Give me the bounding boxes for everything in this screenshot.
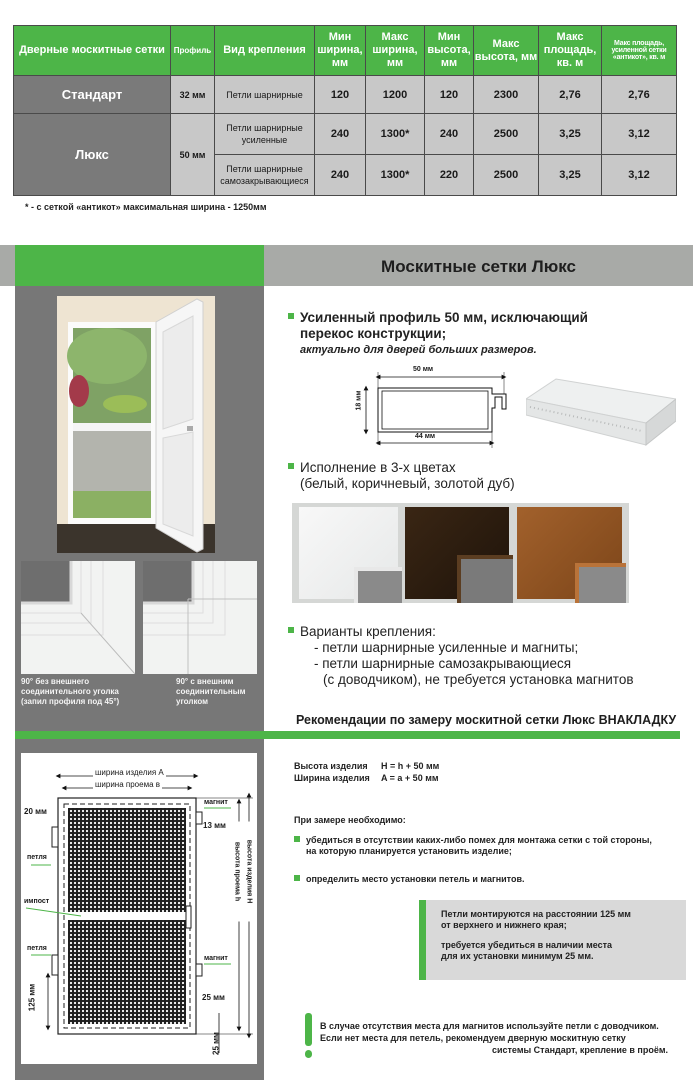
table-footnote: * - с сеткой «антикот» максимальная ширина - 1250мм	[25, 202, 267, 212]
bullet-icon	[288, 463, 294, 469]
swatch-oak-mesh	[575, 563, 626, 603]
note-line-3: требуется убедиться в наличии места	[441, 940, 613, 950]
warning-line-3: системы Стандарт, крепление в проём.	[491, 1045, 668, 1055]
feature-profile-sub: актуально для дверей больших размеров.	[300, 344, 537, 356]
feature-colors-line2: (белый, коричневый, золотой дуб)	[300, 476, 515, 491]
cell-min-height: 220	[425, 155, 474, 196]
cell-mount: Петли шарнирные самозакрывающиеся	[215, 155, 315, 196]
header-min-width: Мин ширина, мм	[315, 26, 366, 76]
label-25mm-bottom: 25 мм	[211, 1032, 221, 1055]
profile-dim-18: 18 мм	[355, 390, 363, 411]
warning-exclamation-dot	[305, 1050, 312, 1058]
feature-profile	[288, 310, 688, 358]
corner-photo-90	[143, 561, 257, 674]
swatch-white-mesh	[354, 567, 402, 603]
label-height-opening: высота проема h	[234, 822, 241, 922]
cell-max-height: 2500	[474, 155, 539, 196]
cell-max-width: 1300*	[366, 155, 425, 196]
swatch-golden-oak	[517, 507, 622, 599]
cell-max-height: 2500	[474, 114, 539, 155]
cell-max-area-antikot: 2,76	[602, 76, 677, 114]
label-hinge-top: петля	[27, 854, 47, 861]
bullet-icon	[294, 875, 300, 881]
cell-max-width: 1200	[366, 76, 425, 114]
section-header-accent	[15, 245, 264, 286]
measurement-diagram	[21, 753, 257, 1064]
cell-type: Стандарт	[14, 76, 171, 114]
cell-min-height: 240	[425, 114, 474, 155]
profile-3d-image	[526, 377, 676, 447]
formula-width-label: Ширина изделия	[294, 773, 370, 783]
label-impost: импост	[24, 898, 50, 905]
cell-max-area: 2,76	[539, 76, 602, 114]
cell-type: Люкс	[14, 114, 171, 196]
profile-cross-section-drawing	[356, 360, 521, 455]
cell-profile: 32 мм	[171, 76, 215, 114]
cell-mount: Петли шарнирные	[215, 76, 315, 114]
profile-dim-44: 44 мм	[415, 433, 436, 440]
swatch-white	[299, 507, 398, 599]
cell-max-width: 1300*	[366, 114, 425, 155]
swatch-brown-mesh	[457, 555, 513, 603]
cell-max-height: 2300	[474, 76, 539, 114]
warning-exclamation-icon	[305, 1013, 312, 1046]
label-magnet-top: магнит	[204, 799, 228, 806]
bullet-icon	[288, 313, 294, 319]
spec-table	[13, 25, 677, 196]
measure-bullet-1: убедиться в отсутствии каких-либо помех для монтажа сетки с той стороны, на которую планируется установить изделие;	[294, 835, 684, 857]
corner-caption-90: 90° с внешним соединительным уголком	[176, 677, 246, 706]
formula-width	[294, 773, 439, 784]
cell-max-area: 3,25	[539, 114, 602, 155]
header-type: Дверные москитные сетки	[14, 26, 171, 76]
swatch-brown	[405, 507, 509, 599]
formula-height-value: H = h + 50 мм	[381, 761, 440, 771]
feature-mounting-title: Варианты крепления:	[288, 624, 688, 640]
formula-width-value: A = a + 50 мм	[381, 773, 439, 783]
cell-max-area: 3,25	[539, 155, 602, 196]
table-row	[14, 114, 677, 155]
header-max-height: Макс высота, мм	[474, 26, 539, 76]
measure-title: При замере необходимо:	[294, 815, 406, 825]
cell-max-area-antikot: 3,12	[602, 155, 677, 196]
section-divider-line	[15, 731, 680, 739]
note-line-1: Петли монтируются на расстоянии 125 мм	[441, 909, 631, 919]
corner-photo-45	[21, 561, 135, 674]
reco-title: Рекомендации по замеру москитной сетки Люкс ВНАКЛАДКУ	[296, 713, 677, 727]
header-min-height: Мин высота, мм	[425, 26, 474, 76]
warning-line-2: Если нет места для петель, рекомендуем дверную москитную сетку	[320, 1033, 626, 1043]
feature-colors-line1: Исполнение в 3-х цветах	[288, 460, 688, 476]
note-line-4: для их установки минимум 25 мм.	[441, 951, 594, 961]
corner-caption-45: 90° без внешнего соединительного уголка (запил профиля под 45°)	[21, 677, 120, 706]
cell-profile: 50 мм	[171, 114, 215, 196]
note-line-2: от верхнего и нижнего края;	[441, 920, 567, 930]
header-max-area: Макс площадь, кв. м	[539, 26, 602, 76]
label-hinge-bottom: петля	[27, 945, 47, 952]
feature-mounting-item: - петли шарнирные самозакрывающиеся	[314, 656, 572, 671]
bullet-icon	[294, 836, 300, 842]
cell-max-area-antikot: 3,12	[602, 114, 677, 155]
table-header-row	[14, 26, 677, 76]
header-mount: Вид крепления	[215, 26, 315, 76]
bullet-icon	[288, 627, 294, 633]
formula-height-label: Высота изделия	[294, 761, 368, 771]
feature-profile-line2: перекос конструкции;	[300, 326, 447, 341]
profile-dim-50: 50 мм	[413, 366, 434, 373]
feature-profile-line1: Усиленный профиль 50 мм, исключающий	[288, 310, 688, 326]
cell-min-width: 240	[315, 155, 366, 196]
label-height-product: высота изделия H	[246, 822, 253, 922]
feature-mounting-item: - петли шарнирные усиленные и магниты;	[314, 640, 579, 655]
label-width-opening: ширина проема в	[95, 780, 160, 789]
table-row	[14, 76, 677, 114]
cell-min-width: 240	[315, 114, 366, 155]
feature-mounting	[288, 624, 688, 688]
header-max-area-antikot: Макс площадь, усиленной сетки «антикот», кв. м	[602, 26, 677, 76]
warning-line-1: В случае отсутствия места для магнитов используйте петли с доводчиком.	[320, 1021, 659, 1031]
label-13mm: 13 мм	[203, 821, 226, 830]
measure-bullet-2: определить место установки петель и магнитов.	[294, 874, 684, 885]
cell-mount: Петли шарнирные усиленные	[215, 114, 315, 155]
label-20mm: 20 мм	[24, 807, 47, 816]
label-width-product: ширина изделия А	[95, 768, 164, 777]
header-profile: Профиль	[171, 26, 215, 76]
label-magnet-bottom: магнит	[204, 955, 228, 962]
cell-min-height: 120	[425, 76, 474, 114]
feature-colors	[288, 460, 688, 492]
hinge-note-accent	[419, 900, 426, 980]
header-max-width: Макс ширина, мм	[366, 26, 425, 76]
formula-height	[294, 761, 439, 772]
door-photo	[57, 296, 215, 553]
label-125mm: 125 мм	[27, 983, 37, 1012]
feature-mounting-item: (с доводчиком), не требуется установка магнитов	[323, 672, 634, 687]
cell-min-width: 120	[315, 76, 366, 114]
label-25mm-side: 25 мм	[202, 993, 225, 1002]
section-title: Москитные сетки Люкс	[381, 257, 576, 276]
